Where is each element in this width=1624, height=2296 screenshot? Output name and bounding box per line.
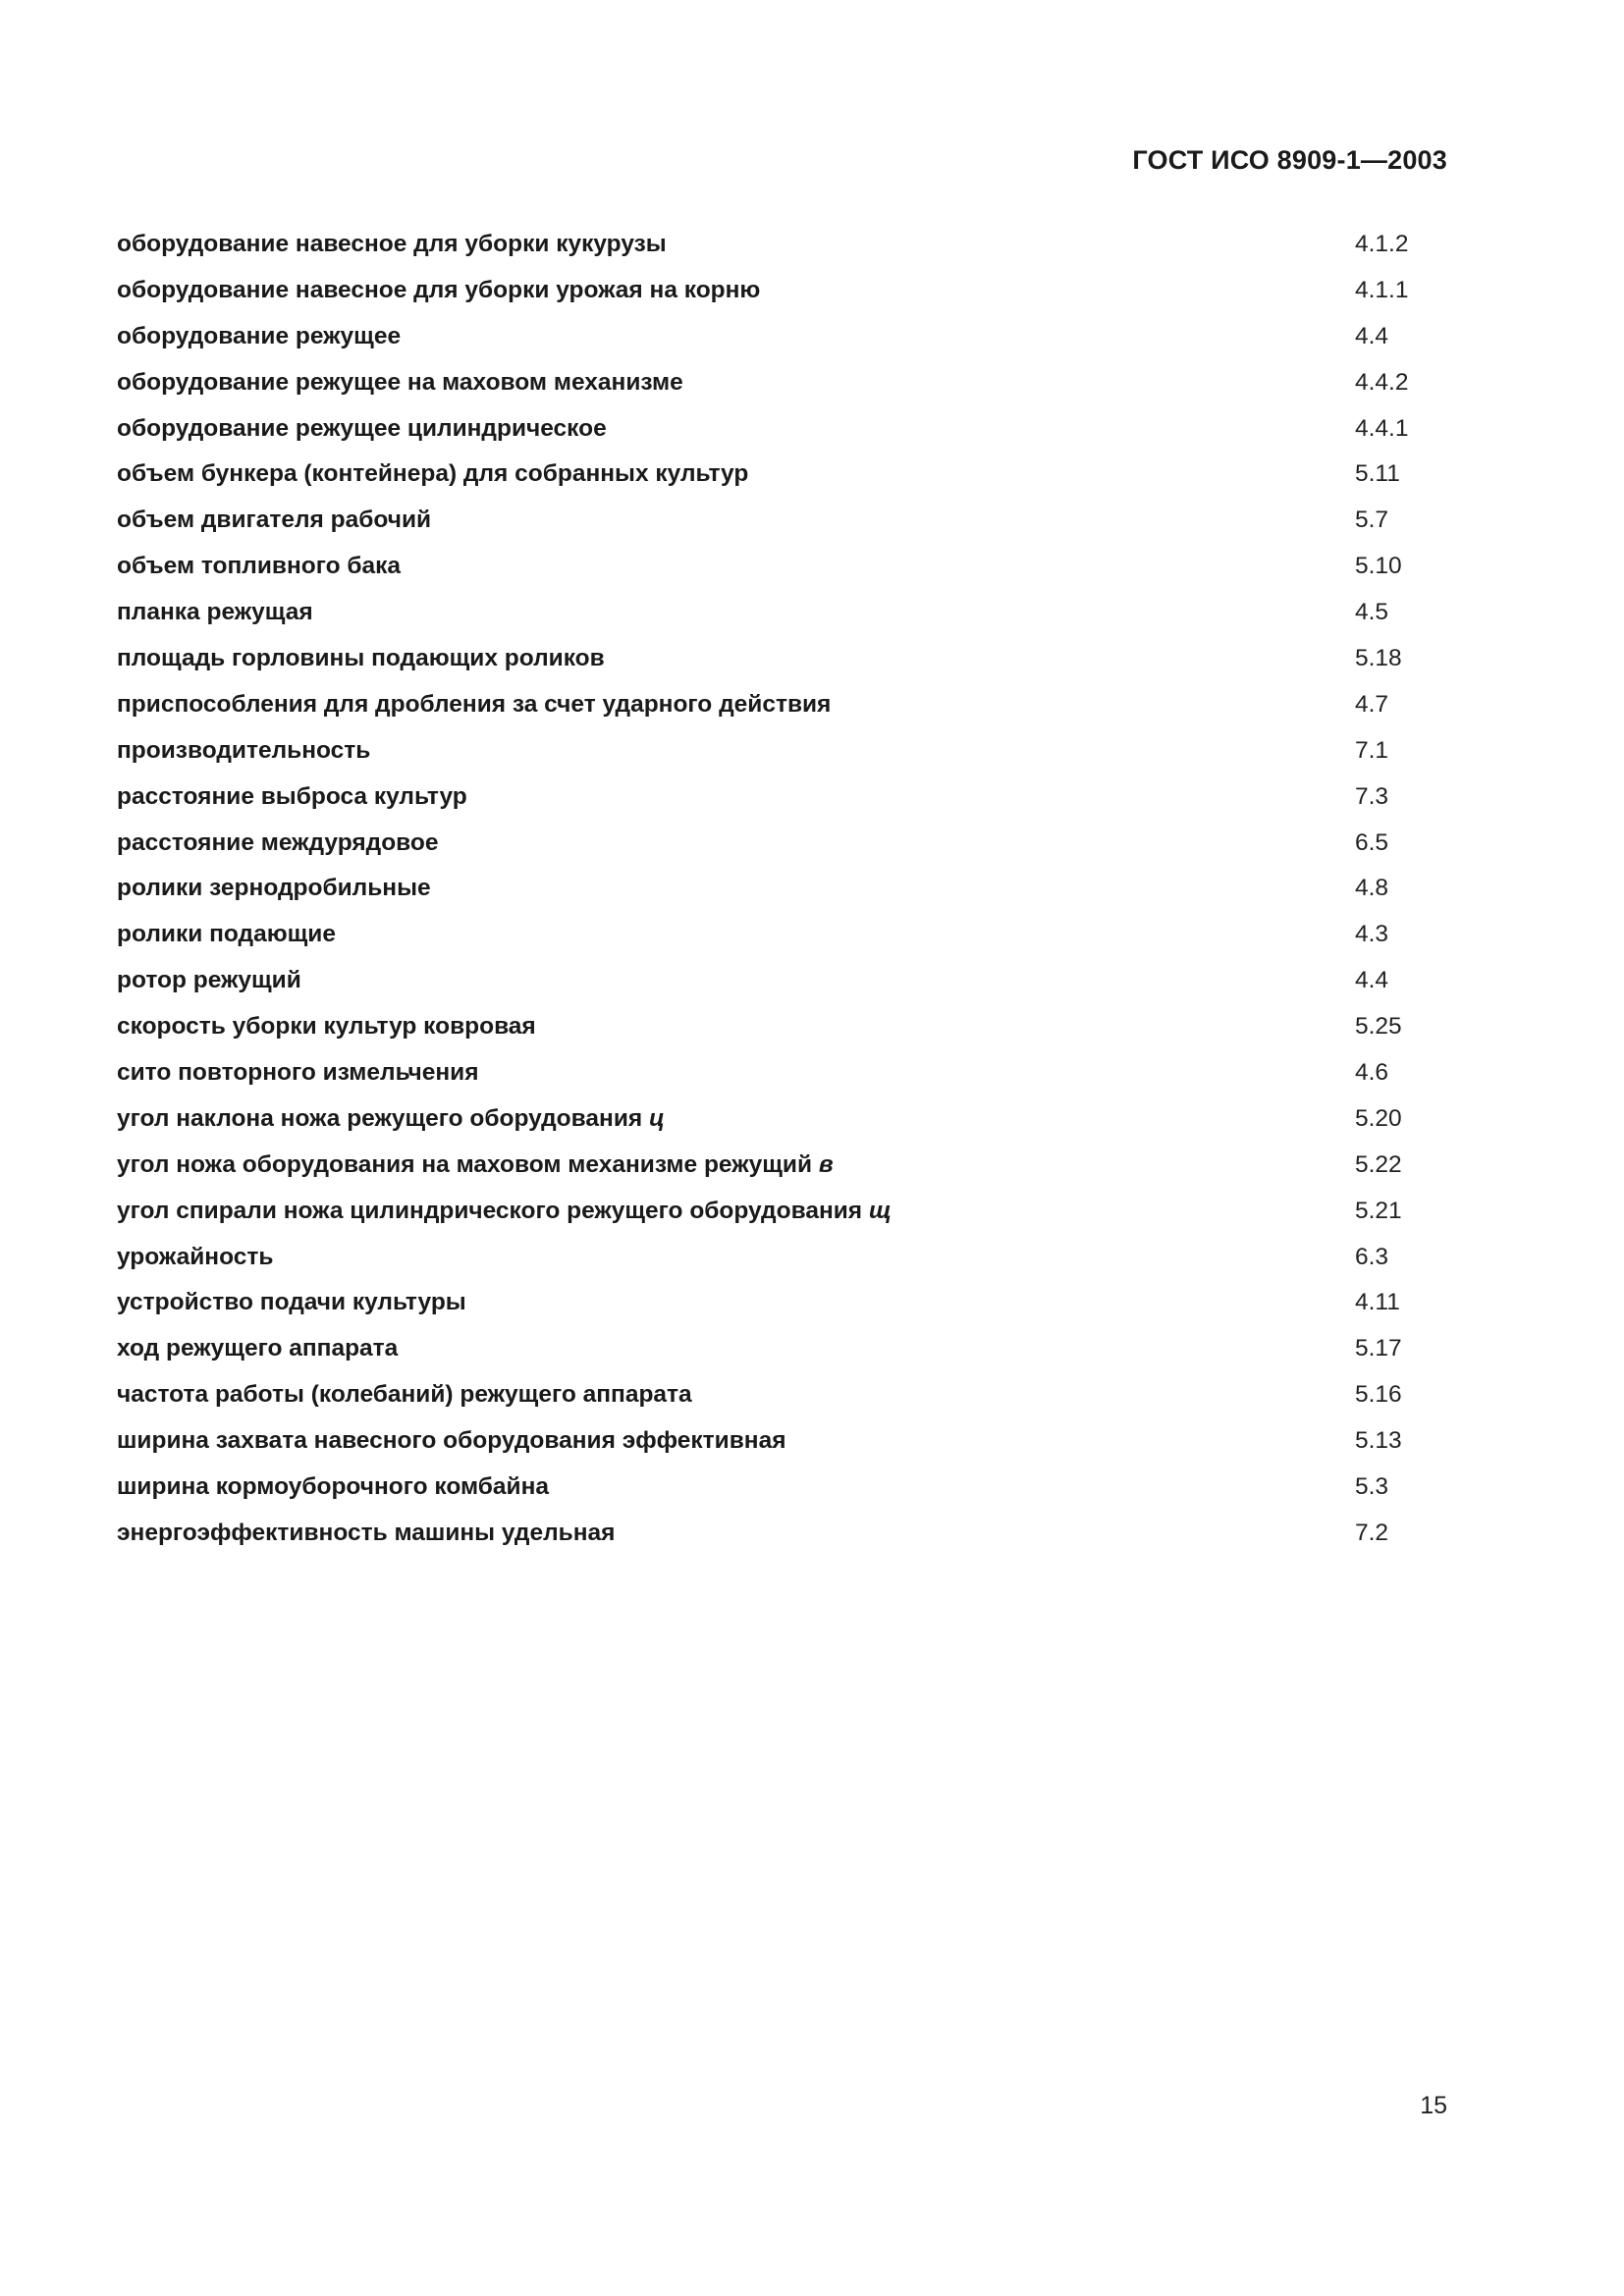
index-term (117, 1326, 398, 1372)
index-entry (117, 1235, 1413, 1281)
index-section-ref: 5.11 (1355, 460, 1400, 488)
index-term (117, 1143, 834, 1189)
index-term-text: объем бункера (контейнера) для собранных культур (117, 460, 749, 488)
index-entry (117, 728, 1413, 774)
index-term (117, 1235, 273, 1281)
index-term-text: угол ножа оборудования на маховом механизме режущий (117, 1150, 813, 1178)
index-term (117, 774, 467, 821)
index-entry (117, 1050, 1413, 1096)
index-entry (117, 821, 1413, 867)
index-term-text: оборудование навесное для уборки урожая на корню (117, 276, 761, 303)
index-entry (117, 1096, 1413, 1143)
index-entry (117, 958, 1413, 1004)
index-section-ref: 5.3 (1355, 1473, 1389, 1501)
index-term (117, 728, 370, 774)
index-term-text: расстояние междурядовое (117, 828, 439, 856)
index-term (117, 866, 431, 912)
index-entry (117, 636, 1413, 682)
index-term-text: ширина захвата навесного оборудования эффективная (117, 1427, 786, 1455)
index-section-ref: 7.2 (1355, 1519, 1389, 1546)
index-section-ref: 4.1.1 (1355, 276, 1409, 303)
index-term-text: оборудование режущее (117, 322, 402, 349)
index-term (117, 544, 401, 590)
index-term (117, 1418, 786, 1465)
index-term-text: приспособления для дробления за счет ударного действия (117, 690, 832, 718)
index-term (117, 314, 401, 360)
index-entry (117, 1465, 1413, 1511)
index-term-text: объем двигателя рабочий (117, 507, 432, 534)
index-entry (117, 912, 1413, 958)
index-term-text: расстояние выброса культур (117, 782, 467, 810)
index-term-symbol: щ (868, 1197, 892, 1224)
index-term-text: оборудование режущее цилиндрическое (117, 414, 607, 442)
index-term (117, 406, 607, 453)
index-term-text: ротор режущий (117, 967, 301, 994)
index-term-text: ролики подающие (117, 921, 336, 948)
index-term (117, 682, 831, 728)
index-entry (117, 1372, 1413, 1418)
index-section-ref: 7.1 (1355, 736, 1389, 764)
index-entry (117, 1143, 1413, 1189)
index-term-text: сито повторного измельчения (117, 1059, 479, 1087)
index-entry (117, 866, 1413, 912)
index-entry (117, 1004, 1413, 1050)
index-entry (117, 682, 1413, 728)
index-term-text: объем топливного бака (117, 553, 402, 580)
index-entry (117, 1511, 1413, 1557)
index-term-text: ролики зернодробильные (117, 875, 431, 902)
index-term-text: производительность (117, 736, 371, 764)
index-term (117, 222, 667, 268)
index-entry (117, 268, 1413, 314)
index-section-ref: 7.3 (1355, 782, 1389, 810)
index-term (117, 1372, 692, 1418)
index-entry (117, 1418, 1413, 1465)
index-term-symbol: в (818, 1150, 834, 1178)
index-section-ref: 5.16 (1355, 1381, 1402, 1409)
index-entry (117, 498, 1413, 544)
index-term (117, 452, 748, 498)
index-section-ref: 4.4 (1355, 322, 1389, 349)
index-entry (117, 452, 1413, 498)
index-term (117, 958, 301, 1004)
index-term-text: ширина кормоуборочного комбайна (117, 1473, 550, 1501)
index-term-text: частота работы (колебаний) режущего аппарата (117, 1381, 692, 1409)
index-term (117, 912, 336, 958)
index-term (117, 360, 683, 406)
index-term (117, 590, 313, 636)
index-section-ref: 5.18 (1355, 645, 1402, 672)
index-entry (117, 1189, 1413, 1235)
index-term (117, 1280, 466, 1326)
index-term (117, 1189, 892, 1235)
index-entry (117, 314, 1413, 360)
index-entry (117, 222, 1413, 268)
index-section-ref: 4.3 (1355, 921, 1389, 948)
index-section-ref: 4.8 (1355, 875, 1389, 902)
index-term (117, 268, 760, 314)
index-entry (117, 406, 1413, 453)
index-term-text: оборудование навесное для уборки кукурузы (117, 231, 667, 257)
index-section-ref: 4.4.2 (1355, 368, 1409, 396)
index-term-symbol: ц (648, 1104, 665, 1132)
index-term-text: планка режущая (117, 599, 313, 626)
index-entry (117, 360, 1413, 406)
index-section-ref: 5.7 (1355, 507, 1389, 534)
index-section-ref: 5.22 (1355, 1150, 1402, 1178)
index-section-ref: 5.21 (1355, 1197, 1402, 1224)
index-entry (117, 774, 1413, 821)
index-section-ref: 4.4 (1355, 967, 1389, 994)
index-section-ref: 4.5 (1355, 599, 1389, 626)
index-term (117, 1511, 615, 1557)
index-section-ref: 6.5 (1355, 828, 1389, 856)
index-section-ref: 4.6 (1355, 1059, 1389, 1087)
index-section-ref: 5.25 (1355, 1013, 1402, 1041)
index-term-text: урожайность (117, 1243, 274, 1270)
index-section-ref: 4.7 (1355, 690, 1389, 718)
index-entry (117, 544, 1413, 590)
index-term (117, 1096, 665, 1143)
index-term (117, 1465, 549, 1511)
document-code-header: ГОСТ ИСО 8909-1—2003 (1132, 145, 1447, 175)
index-section-ref: 5.13 (1355, 1427, 1402, 1455)
index-section-ref: 6.3 (1355, 1243, 1389, 1270)
index-term (117, 1004, 536, 1050)
index-term-text: угол спирали ножа цилиндрического режущего оборудования (117, 1197, 863, 1224)
index-section-ref: 5.20 (1355, 1104, 1402, 1132)
index-entry (117, 590, 1413, 636)
index-entry (117, 1280, 1413, 1326)
index-term-text: ход режущего аппарата (117, 1335, 399, 1362)
index-entry (117, 1326, 1413, 1372)
index-term-text: угол наклона ножа режущего оборудования (117, 1104, 643, 1132)
page-number: 15 (1420, 2092, 1447, 2119)
index-section-ref: 5.17 (1355, 1335, 1402, 1362)
index-term (117, 821, 438, 867)
index-term-text: площадь горловины подающих роликов (117, 645, 605, 672)
subject-index-list (117, 222, 1413, 1557)
index-term (117, 636, 605, 682)
index-section-ref: 4.4.1 (1355, 414, 1409, 442)
index-term (117, 498, 431, 544)
index-term-text: оборудование режущее на маховом механизме (117, 368, 683, 396)
index-section-ref: 5.10 (1355, 553, 1402, 580)
index-term-text: устройство подачи культуры (117, 1289, 466, 1316)
index-term-text: энергоэффективность машины удельная (117, 1519, 616, 1546)
index-section-ref: 4.11 (1355, 1289, 1400, 1316)
index-term (117, 1050, 479, 1096)
index-section-ref: 4.1.2 (1355, 231, 1409, 257)
index-term-text: скорость уборки культур ковровая (117, 1013, 536, 1041)
